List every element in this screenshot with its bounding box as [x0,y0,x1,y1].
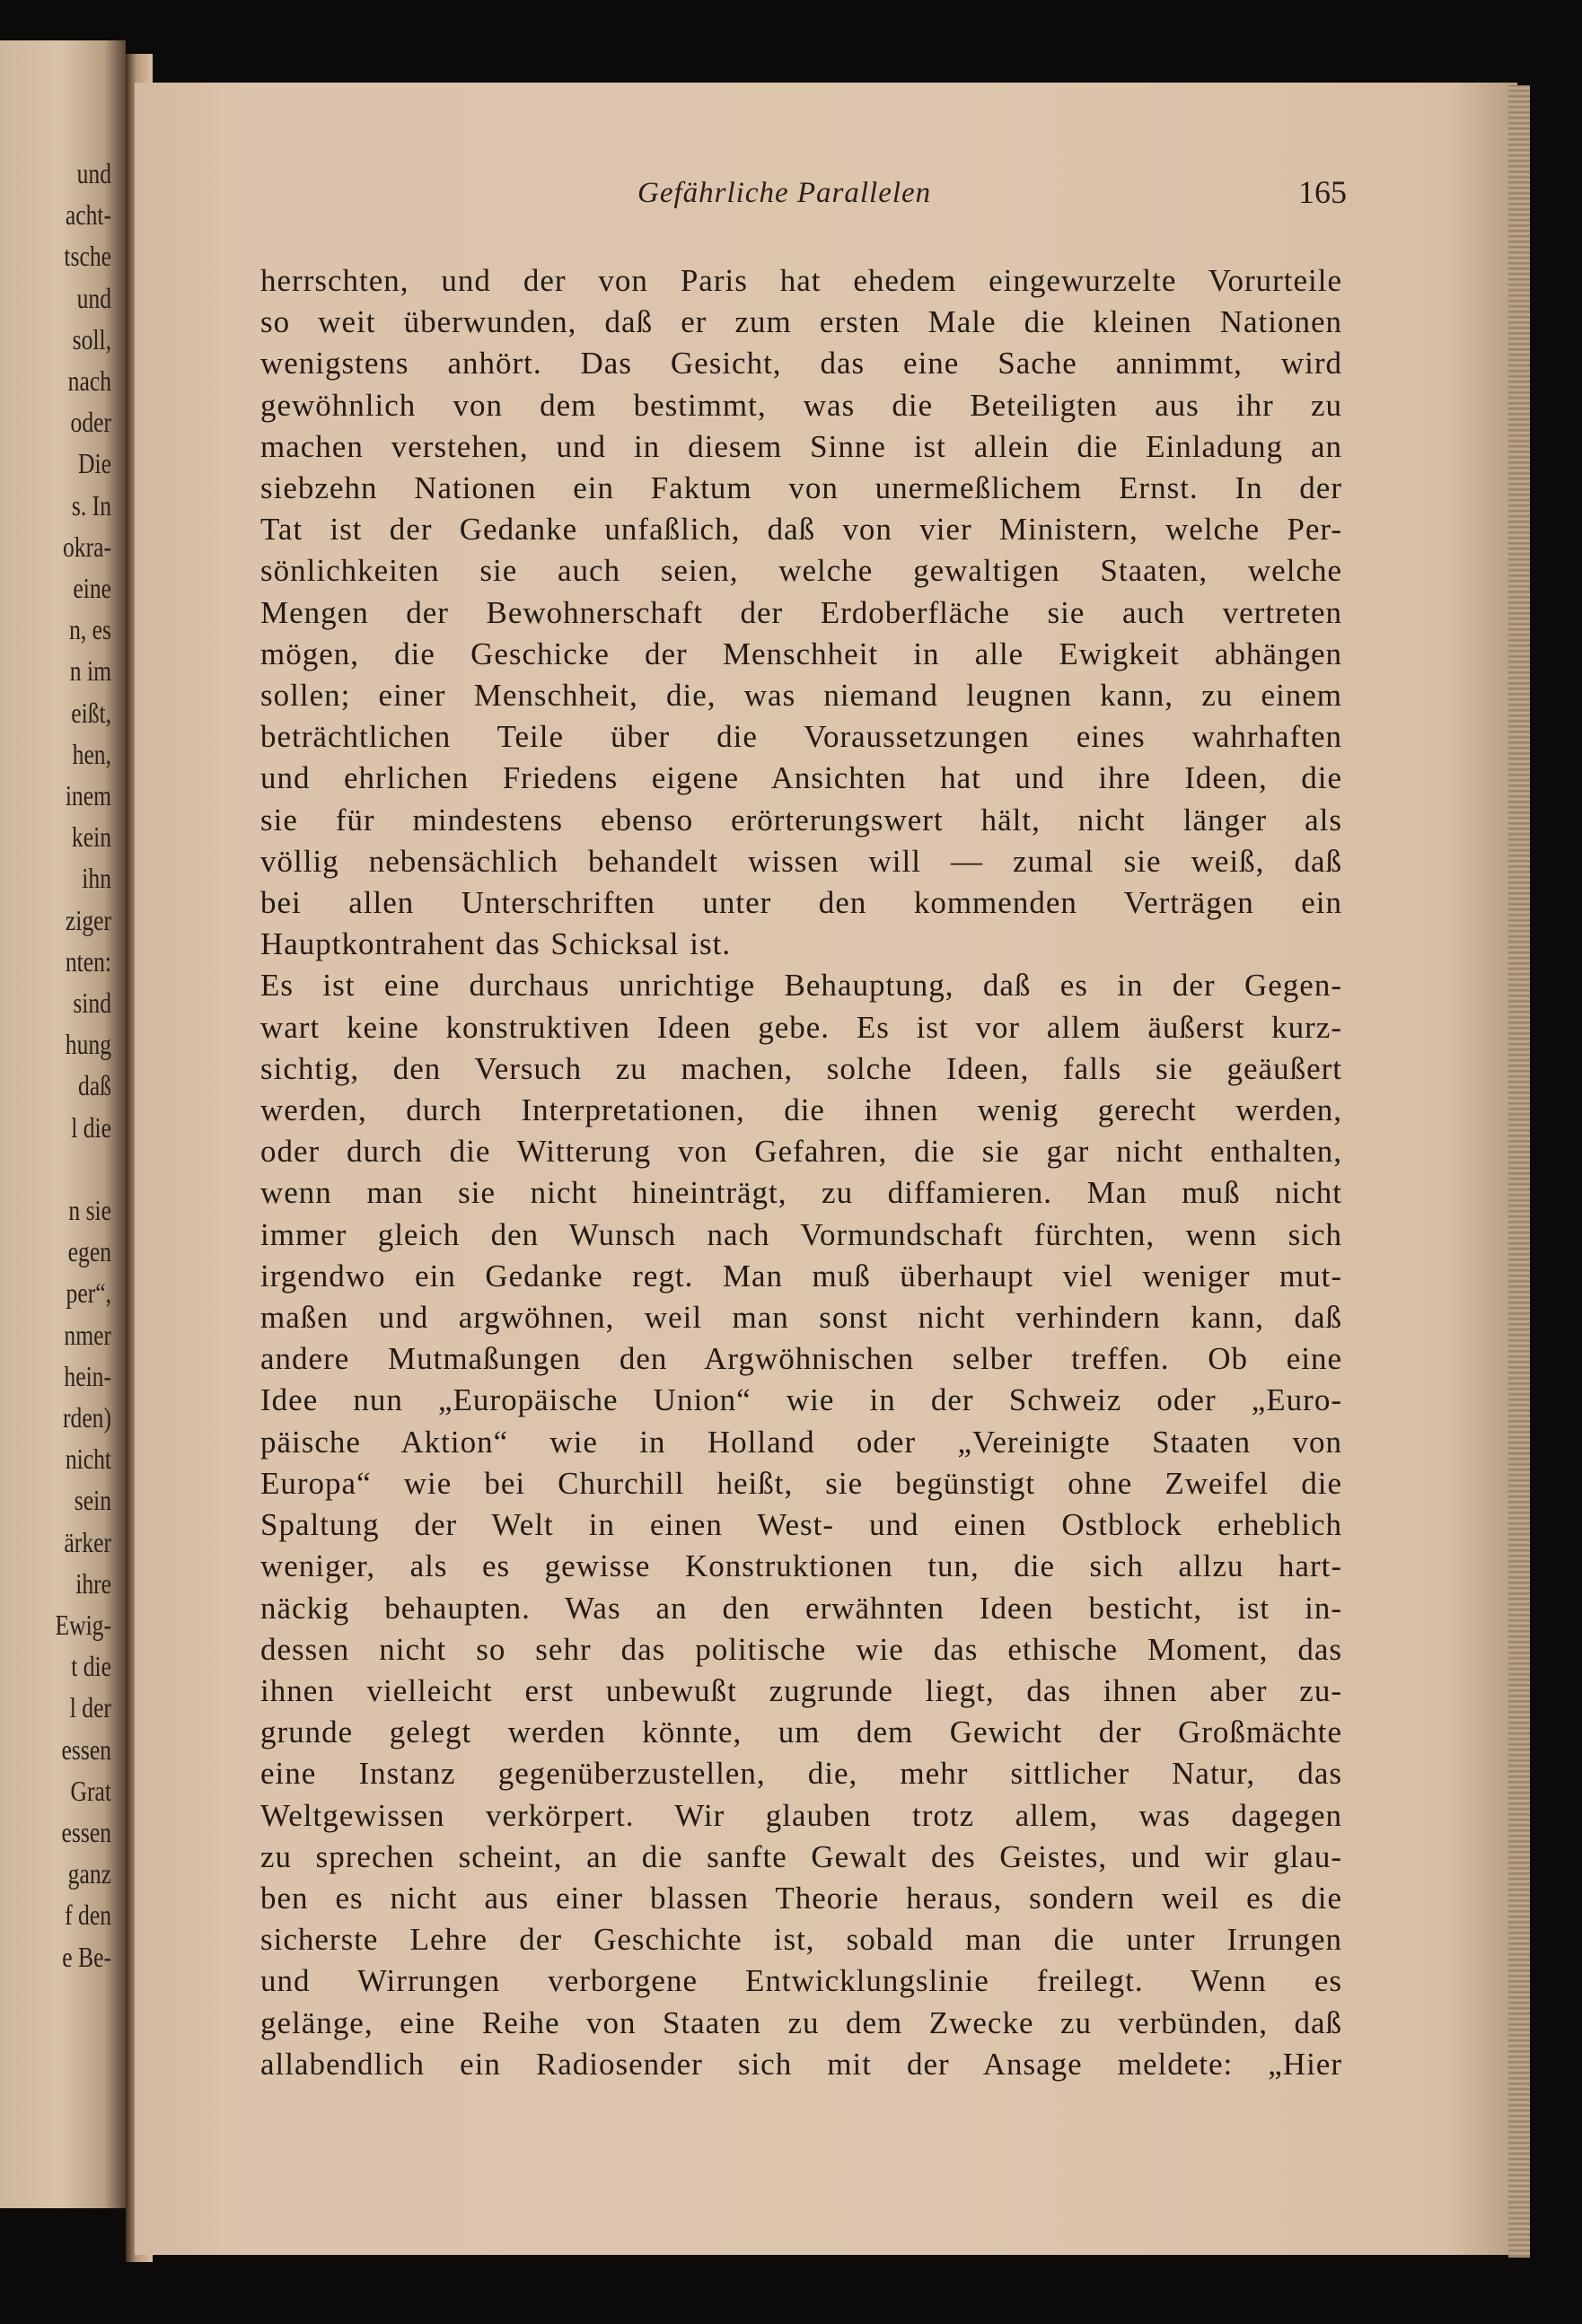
left-page-word-fragment: l der [69,1691,111,1724]
left-page-edge [0,40,126,2208]
left-page-word-fragment: oder [70,406,111,439]
left-page-word-fragment: soll, [72,322,111,355]
left-page-word-fragment: n sie [68,1194,111,1226]
text-line: näckig behaupten. Was an den erwähnten Ideen besticht, ist in- [260,1590,1342,1626]
left-page-word-fragment: nmer [64,1318,111,1351]
left-page-word-fragment: ganz [67,1857,111,1890]
left-page-word-fragment: ärker [64,1525,111,1558]
left-page-word-fragment: hung [65,1028,111,1061]
left-page-word-fragment: Die [78,447,111,480]
text-line: völlig nebensächlich behandelt wissen will — zumal sie weiß, daß [260,843,1342,879]
text-line: wenn man sie nicht hineinträgt, zu diffamieren. Man muß nicht [260,1175,1342,1211]
left-page-word-fragment: s. In [71,488,111,522]
left-page-word-fragment: hen, [72,737,111,770]
text-line: machen verstehen, und in diesem Sinne ist allein die Einladung an [260,428,1342,464]
left-page-word-fragment: hein- [64,1359,111,1392]
text-line: gelänge, eine Reihe von Staaten zu dem Zwecke zu verbünden, daß [260,2004,1342,2040]
left-page-word-fragment: inem [65,779,111,811]
text-line: zu sprechen scheint, an die sanfte Gewalt des Geistes, und wir glau- [260,1838,1342,1874]
text-line: Hauptkontrahent das Schicksal ist. [260,926,732,962]
left-page-word-fragment: ihn [82,862,111,895]
text-line: grunde gelegt werden könnte, um dem Gewicht der Großmächte [260,1714,1342,1750]
left-page-word-fragment: okra- [62,530,111,563]
left-page-word-fragment: sind [73,987,111,1019]
left-page-word-fragment: kein [71,820,111,854]
text-line: päische Aktion“ wie in Holland oder „Vereinigte Staaten von [260,1424,1342,1460]
left-page-word-fragment: essen [61,1816,111,1848]
left-page-word-fragment: n im [69,654,111,688]
left-page-word-fragment: e Be- [62,1940,111,1973]
text-line: so weit überwunden, daß er zum ersten Male die kleinen Nationen [260,304,1342,340]
left-page-word-fragment: l die [71,1110,111,1144]
text-line: bei allen Unterschriften unter den kommenden Verträgen ein [260,885,1342,921]
text-line: andere Mutmaßungen den Argwöhnischen selber treffen. Ob eine [260,1341,1342,1377]
text-line: allabendlich ein Radiosender sich mit der Ansage meldete: „Hier [260,2046,1342,2082]
text-line: werden, durch Interpretationen, die ihnen wenig gerecht werden, [260,1092,1342,1128]
page-header [260,174,1347,222]
text-line: wart keine konstruktiven Ideen gebe. Es ist vor allem äußerst kurz- [260,1009,1342,1045]
text-line: oder durch die Witterung von Gefahren, die sie gar nicht enthalten, [260,1134,1342,1170]
left-page-word-fragment: und [76,157,111,189]
text-line: Mengen der Bewohnerschaft der Erdoberfläche sie auch vertreten [260,594,1342,630]
left-page-word-fragment: Ewig- [55,1609,111,1641]
left-page-word-fragment: eine [73,572,111,604]
text-line: sollen; einer Menschheit, die, was niemand leugnen kann, zu einem [260,678,1342,714]
text-line: weniger, als es gewisse Konstruktionen tun, die sich allzu hart- [260,1548,1342,1584]
text-line: Weltgewissen verkörpert. Wir glauben trotz allem, was dagegen [260,1797,1342,1833]
left-page-word-fragment: f den [65,1899,111,1932]
text-line: herrschten, und der von Paris hat ehedem eingewurzelte Vorurteile [260,263,1342,298]
text-line: sicherste Lehre der Geschichte ist, sobald man die unter Irrungen [260,1922,1342,1958]
text-line: irgendwo ein Gedanke regt. Man muß überhaupt viel weniger mut- [260,1258,1342,1294]
text-line: dessen nicht so sehr das politische wie das ethische Moment, das [260,1631,1342,1667]
left-page-word-fragment: per“, [66,1276,111,1310]
left-page-word-fragment: nten: [65,944,111,978]
text-line: ben es nicht aus einer blassen Theorie heraus, sondern weil es die [260,1880,1342,1916]
text-line: Es ist eine durchaus unrichtige Behauptung, daß es in der Gegen- [260,968,1342,1004]
left-page-word-fragment: nicht [65,1443,111,1476]
left-page-word-fragment: essen [61,1732,111,1766]
text-line: Idee nun „Europäische Union“ wie in der Schweiz oder „Euro- [260,1382,1342,1418]
text-line: ihnen vielleicht erst unbewußt zugrunde liegt, das ihnen aber zu- [260,1672,1342,1708]
page-stack-edge [1508,85,1530,2258]
page-number: 165 [1298,174,1347,210]
text-line: sönlichkeiten sie auch seien, welche gewaltigen Staaten, welche [260,553,1342,589]
left-page-word-fragment: egen [67,1235,111,1268]
left-page-word-fragment: tsche [64,240,111,273]
left-page-word-fragment: sein [74,1484,111,1517]
left-page-word-fragment: rden) [62,1401,111,1434]
left-page-word-fragment: daß [78,1069,111,1102]
left-page-word-fragment: n, es [69,613,111,646]
left-page-word-fragment: t die [71,1650,111,1683]
left-page-word-fragment: acht- [65,198,111,232]
text-line: und ehrlichen Friedens eigene Ansichten hat und ihre Ideen, die [260,760,1342,796]
text-line: sie für mindestens ebenso erörterungswert hält, nicht länger als [260,802,1342,838]
running-title: Gefährliche Parallelen [637,177,932,209]
text-line: sichtig, den Versuch zu machen, solche Ideen, falls sie geäußert [260,1050,1342,1086]
text-line: wenigstens anhört. Das Gesicht, das eine Sache annimmt, wird [260,346,1342,381]
text-line: gewöhnlich von dem bestimmt, was die Beteiligten aus ihr zu [260,387,1342,423]
text-line: Europa“ wie bei Churchill heißt, sie begünstigt ohne Zweifel die [260,1465,1342,1501]
left-page-word-fragment: ihre [75,1566,111,1600]
text-line: maßen und argwöhnen, weil man sonst nicht verhindern kann, daß [260,1300,1342,1336]
text-line: siebzehn Nationen ein Faktum von unermeßlichem Ernst. In der [260,470,1342,506]
text-line: Spaltung der Welt in einen West- und einen Ostblock erheblich [260,1507,1342,1543]
body-text [260,260,1342,2085]
left-page-word-fragment: nach [67,364,111,397]
left-page-word-fragment: eißt, [71,696,111,729]
text-line: eine Instanz gegenüberzustellen, die, mehr sittlicher Natur, das [260,1756,1342,1792]
left-page-word-fragment: und [76,281,111,314]
text-line: mögen, die Geschicke der Menschheit in alle Ewigkeit abhängen [260,636,1342,671]
text-line: immer gleich den Wunsch nach Vormundschaft fürchten, wenn sich [260,1216,1342,1252]
left-page-word-fragment: ziger [65,903,111,936]
left-page-word-fragment: Grat [70,1774,111,1807]
text-line: beträchtlichen Teile über die Voraussetzungen eines wahrhaften [260,719,1342,755]
text-line: und Wirrungen verborgene Entwicklungslinie freilegt. Wenn es [260,1963,1342,1999]
text-line: Tat ist der Gedanke unfaßlich, daß von vier Ministern, welche Per- [260,512,1342,548]
